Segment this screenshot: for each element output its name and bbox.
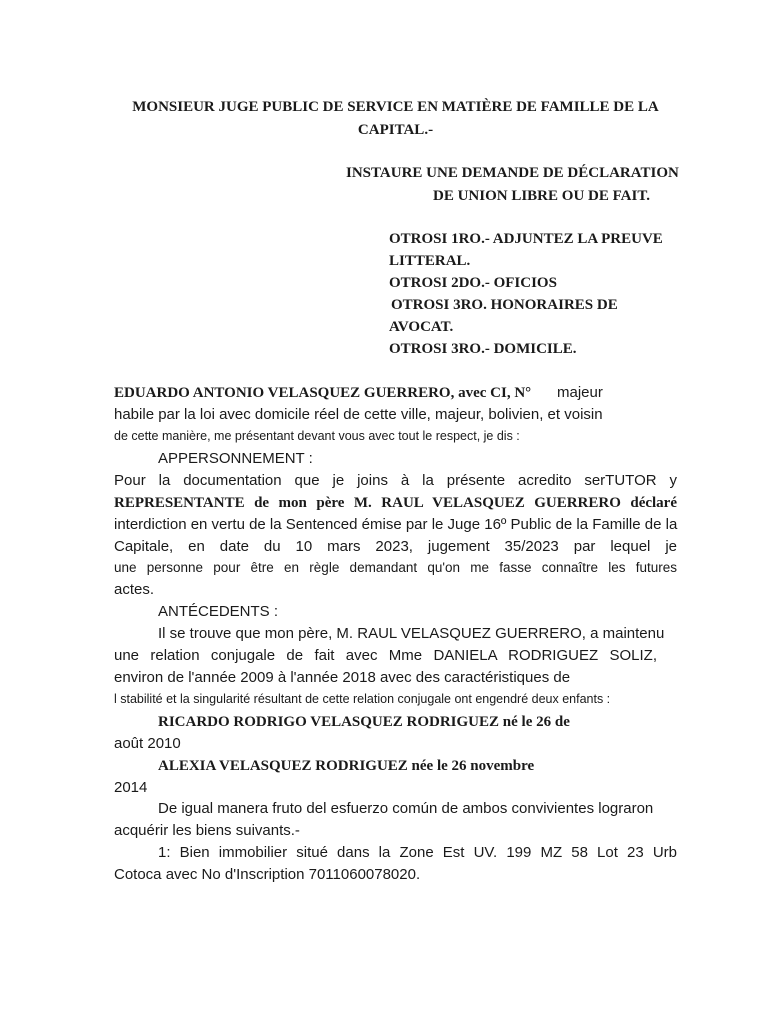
otrosi-3-cont: AVOCAT. xyxy=(389,319,454,335)
demand-line1: INSTAURE UNE DEMANDE DE DÉCLARATION xyxy=(346,165,679,181)
antecedents-line6: acquérir les biens suivants.- xyxy=(114,822,300,839)
demand-line2: DE UNION LIBRE OU DE FAIT. xyxy=(433,188,650,204)
otrosi-3: OTROSI 3RO. HONORAIRES DE xyxy=(391,297,618,313)
child2-entry-cont: 2014 xyxy=(114,779,148,796)
otrosi-1-cont: LITTERAL. xyxy=(389,253,471,269)
property-item-1: 1: Bien immobilier situé dans la Zone Est UV. 199 MZ 58 Lot 23 Urb xyxy=(158,844,677,861)
appersonnement-heading: APPERSONNEMENT : xyxy=(158,450,313,467)
antecedents-line4: l stabilité et la singularité résultant de cette relation conjugale ont engendré deux enfants : xyxy=(114,692,611,706)
intro-line3: de cette manière, me présentant devant vous avec tout le respect, je dis : xyxy=(114,429,520,443)
appersonnement-line3: interdiction en vertu de la Sentenced émise par le Juge 16º Public de la Famille de la xyxy=(114,516,678,533)
intro-line2: habile par la loi avec domicile réel de cette ville, majeur, bolivien, et voisin xyxy=(114,406,603,423)
otrosi-2: OTROSI 2DO.- OFICIOS xyxy=(389,275,557,291)
antecedents-line1: Il se trouve que mon père, M. RAUL VELASQUEZ GUERRERO, a maintenu xyxy=(158,625,665,642)
antecedents-line3: environ de l'année 2009 à l'année 2018 avec des caractéristiques de xyxy=(114,669,571,686)
antecedents-heading: ANTÉCEDENTS : xyxy=(158,603,279,620)
appersonnement-line4: Capitale, en date du 10 mars 2023, jugement 35/2023 par lequel je xyxy=(114,538,677,555)
antecedents-line5: De igual manera fruto del esfuerzo común de ambos convivientes lograron xyxy=(158,800,654,817)
antecedents-line2: une relation conjugale de fait avec Mme DANIELA RODRIGUEZ SOLIZ, xyxy=(114,647,657,664)
property-item-1-cont: Cotoca avec No d'Inscription 7011060078020. xyxy=(114,866,421,883)
appersonnement-line2: REPRESENTANTE de mon père M. RAUL VELASQUEZ GUERRERO déclaré xyxy=(114,495,677,511)
appersonnement-line6: actes. xyxy=(114,581,155,598)
appersonnement-line1: Pour la documentation que je joins à la présente acredito serTUTOR y xyxy=(114,472,677,489)
child1-entry: RICARDO RODRIGO VELASQUEZ RODRIGUEZ né le 26 de xyxy=(158,714,570,730)
child1-entry-cont: août 2010 xyxy=(114,735,181,752)
child2-entry: ALEXIA VELASQUEZ RODRIGUEZ née le 26 novembre xyxy=(158,758,535,774)
court-title-line1: MONSIEUR JUGE PUBLIC DE SERVICE EN MATIÈRE DE FAMILLE DE LA xyxy=(132,99,659,115)
petitioner-majeur: majeur xyxy=(557,384,603,401)
petitioner-name: EDUARDO ANTONIO VELASQUEZ GUERRERO, avec CI, N° xyxy=(114,385,532,401)
court-title-line2: CAPITAL.- xyxy=(357,122,434,138)
appersonnement-line5: une personne pour être en règle demandant qu'on me fasse connaître les futures xyxy=(114,560,677,575)
otrosi-1: OTROSI 1RO.- ADJUNTEZ LA PREUVE xyxy=(389,231,663,247)
otrosi-4: OTROSI 3RO.- DOMICILE. xyxy=(389,341,577,357)
